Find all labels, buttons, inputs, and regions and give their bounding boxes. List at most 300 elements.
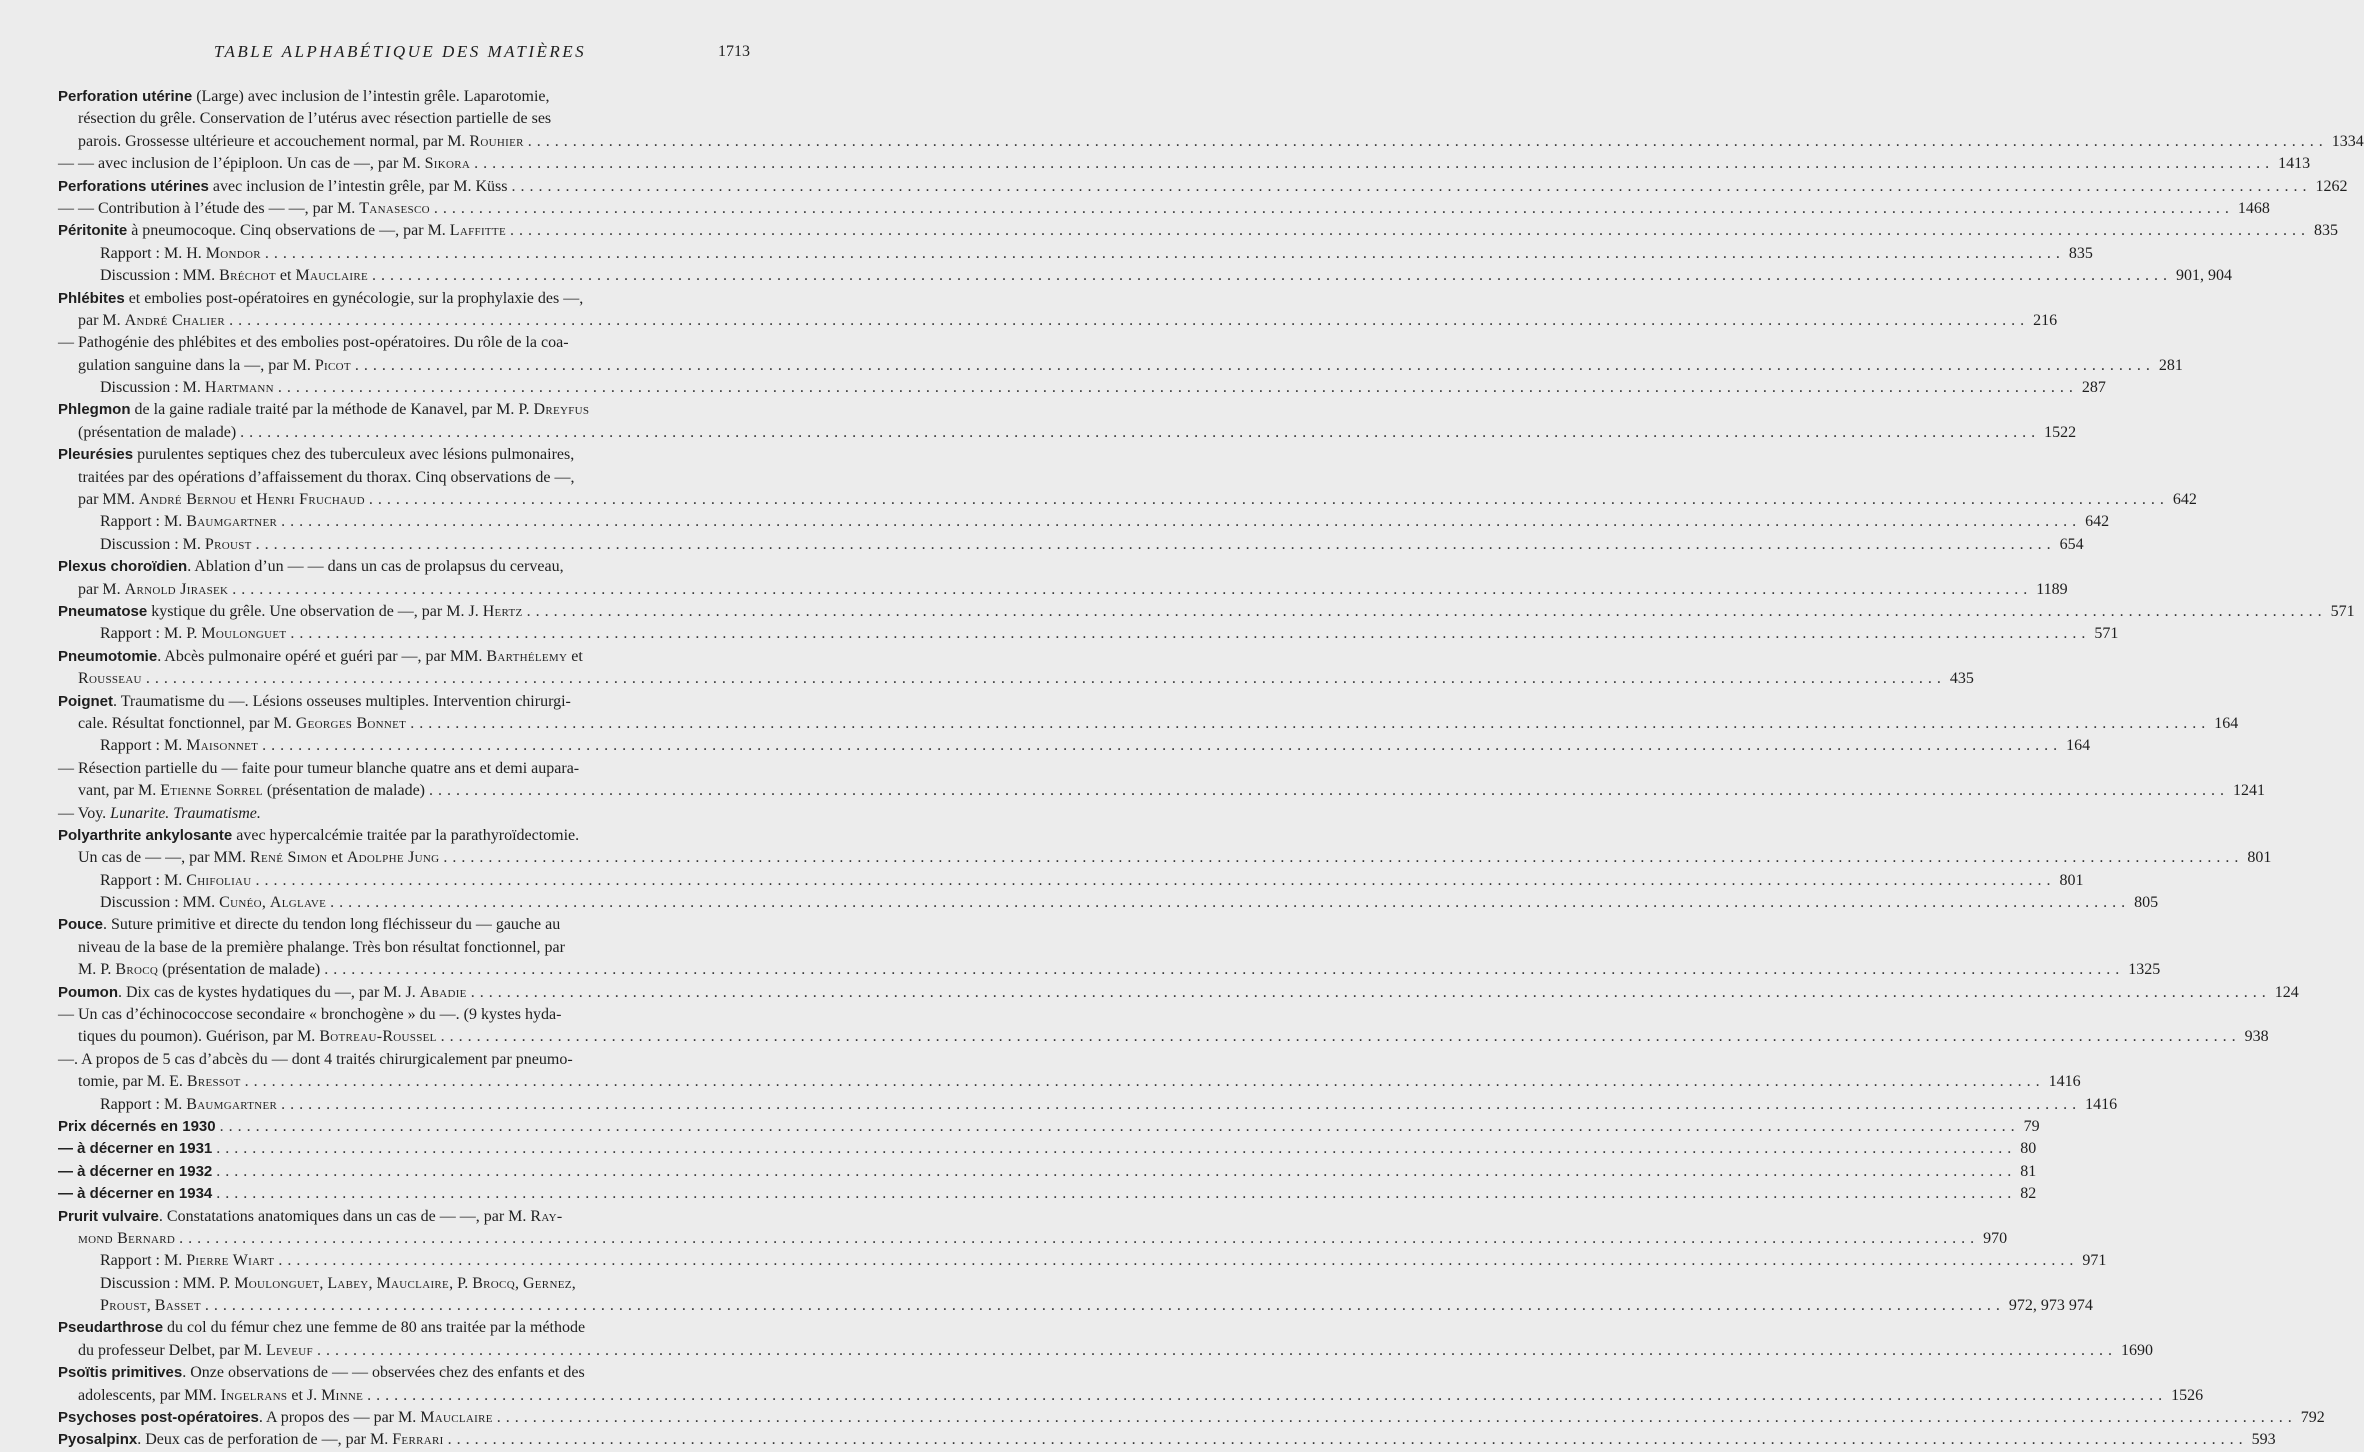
dot-leader: ........................................................................................................................................................................................................ bbox=[290, 625, 2091, 643]
entry-text bbox=[58, 1004, 561, 1026]
page-reference: 642 bbox=[2085, 513, 2110, 531]
entry-fragment: . A propos des — par M. bbox=[258, 1409, 421, 1427]
entry-fragment: niveau de la base de la première phalange. Très bon résultat fonctionnel, par bbox=[78, 938, 565, 956]
author-name: Chifoliau bbox=[186, 871, 252, 889]
entry-text bbox=[78, 422, 236, 444]
entry-fragment: Discussion : M. bbox=[100, 535, 205, 553]
entry-fragment: Rapport : M. bbox=[100, 513, 187, 531]
index-line bbox=[58, 892, 2159, 914]
entry-fragment: (présentation de malade) bbox=[262, 782, 425, 800]
index-line bbox=[58, 534, 2084, 556]
entry-text bbox=[100, 735, 258, 757]
dot-leader: ........................................................................................................................................................................................................ bbox=[470, 983, 2271, 1001]
page-reference: 972, 973 974 bbox=[2008, 1297, 2093, 1315]
author-name: Moulonguet bbox=[234, 1274, 320, 1292]
page-reference: 938 bbox=[2244, 1028, 2269, 1046]
entry-text bbox=[78, 937, 565, 959]
entry-heading: Péritonite bbox=[58, 222, 128, 240]
index-line bbox=[58, 758, 746, 780]
index-line bbox=[58, 825, 746, 847]
entry-text bbox=[58, 601, 523, 623]
entry-fragment: purulentes septiques chez des tuberculeux avec lésions pulmonaires, bbox=[133, 446, 575, 464]
entry-text bbox=[58, 825, 579, 847]
page-reference: 281 bbox=[2158, 356, 2183, 374]
entry-text bbox=[78, 959, 320, 981]
index-line bbox=[58, 1094, 2118, 1116]
dot-leader: ........................................................................................................................................................................................................ bbox=[219, 1117, 2020, 1135]
author-name: René Simon bbox=[249, 849, 328, 867]
entry-heading: Phlébites bbox=[58, 289, 125, 307]
page-reference: 81 bbox=[2020, 1162, 2037, 1180]
entry-text bbox=[100, 1295, 201, 1317]
index-line bbox=[58, 1273, 746, 1295]
index-line bbox=[58, 601, 2355, 623]
entry-heading: Prurit vulvaire bbox=[58, 1207, 159, 1225]
author-name: Maisonnet bbox=[186, 737, 259, 755]
author-name: Mondor bbox=[205, 244, 261, 262]
entry-fragment: . Dix cas de kystes hydatiques du —, par M. J. bbox=[118, 983, 420, 1001]
entry-fragment: , bbox=[261, 894, 270, 912]
entry-fragment: — Résection partielle du — faite pour tumeur blanche quatre ans et demi aupara- bbox=[58, 759, 580, 777]
author-name: Etienne Sorrel bbox=[160, 782, 263, 800]
entry-heading: — à décerner en 1934 bbox=[58, 1185, 213, 1203]
index-line bbox=[58, 1116, 2040, 1138]
page-reference: 835 bbox=[2068, 244, 2093, 262]
page-reference: 1416 bbox=[2085, 1095, 2118, 1113]
index-line bbox=[58, 377, 2106, 399]
page-reference: 1325 bbox=[2128, 961, 2161, 979]
dot-leader: ........................................................................................................................................................................................................ bbox=[433, 199, 2234, 217]
index-line bbox=[58, 265, 2232, 287]
entry-fragment: Discussion : MM. bbox=[100, 894, 220, 912]
entry-fragment: (présentation de malade) bbox=[78, 423, 237, 441]
dot-leader: ........................................................................................................................................................................................................ bbox=[527, 132, 2328, 150]
dot-leader: ........................................................................................................................................................................................................ bbox=[509, 222, 2310, 240]
author-name: Mauclaire bbox=[376, 1274, 450, 1292]
entry-text bbox=[78, 579, 228, 601]
dot-leader: ........................................................................................................................................................................................................ bbox=[511, 177, 2312, 195]
entry-text bbox=[100, 870, 252, 892]
entry-fragment: , bbox=[571, 1274, 576, 1292]
entry-heading: Perforations utérines bbox=[58, 177, 209, 195]
page-reference: 835 bbox=[2313, 222, 2338, 240]
index-line bbox=[58, 735, 2091, 757]
index-line bbox=[58, 1004, 746, 1026]
author-name: Ingelrans bbox=[220, 1386, 288, 1404]
page-reference: 571 bbox=[2330, 602, 2355, 620]
page-reference: 1690 bbox=[2120, 1341, 2153, 1359]
dot-leader: ........................................................................................................................................................................................................ bbox=[316, 1341, 2117, 1359]
index-line bbox=[58, 310, 2058, 332]
entry-fragment: cale. Résultat fonctionnel, par M. bbox=[78, 714, 296, 732]
entry-heading: Pneumotomie bbox=[58, 647, 158, 665]
entry-text bbox=[78, 713, 406, 735]
header-page-number: 1713 bbox=[718, 43, 750, 60]
entry-heading: Pleurésies bbox=[58, 446, 134, 464]
page-reference: 1241 bbox=[2233, 782, 2265, 800]
entry-text bbox=[78, 780, 425, 802]
index-line bbox=[58, 982, 2299, 1004]
entry-fragment: et embolies post-opératoires en gynécologie, sur la prophylaxie des —, bbox=[124, 289, 584, 307]
entry-fragment: . Suture primitive et directe du tendon long fléchisseur du — gauche au bbox=[103, 916, 561, 934]
entry-fragment: et bbox=[567, 647, 583, 665]
entry-fragment: — Pathogénie des phlébites et des embolies post-opératoires. Du rôle de la coa- bbox=[58, 334, 569, 352]
entry-text bbox=[58, 982, 467, 1004]
page-reference: 164 bbox=[2066, 737, 2091, 755]
page-reference: 1522 bbox=[2044, 423, 2077, 441]
header-title: TABLE ALPHABÉTIQUE DES MATIÈRES bbox=[213, 42, 587, 61]
index-line bbox=[58, 1362, 746, 1384]
entry-text bbox=[100, 511, 277, 533]
author-name: Brocq bbox=[115, 961, 159, 979]
page-reference: 287 bbox=[2081, 379, 2106, 397]
index-line bbox=[58, 1049, 746, 1071]
dot-leader: ........................................................................................................................................................................................................ bbox=[262, 737, 2063, 755]
entry-text bbox=[58, 646, 583, 668]
entry-fragment: Discussion : MM. bbox=[100, 267, 220, 285]
entry-text bbox=[100, 265, 368, 287]
author-name: Dreyfus bbox=[533, 401, 590, 419]
entry-fragment: de la gaine radiale traité par la méthode de Kanavel, par M. P. bbox=[130, 401, 534, 419]
entry-fragment: gulation sanguine dans la —, par M. bbox=[78, 356, 315, 374]
entry-heading: Psychoses post-opératoires bbox=[58, 1409, 259, 1427]
dot-leader: ........................................................................................................................................................................................................ bbox=[372, 267, 2172, 285]
entry-fragment: Rapport : M. P. bbox=[100, 625, 202, 643]
page-reference: 571 bbox=[2094, 625, 2119, 643]
entry-fragment: Rapport : M. H. bbox=[100, 244, 206, 262]
entry-fragment: et J. bbox=[287, 1386, 322, 1404]
index-line bbox=[58, 937, 746, 959]
entry-text bbox=[58, 198, 430, 220]
entry-text bbox=[58, 1138, 212, 1160]
entry-heading: Perforation utérine bbox=[58, 88, 193, 105]
page-reference: 901, 904 bbox=[2176, 267, 2232, 285]
entry-text bbox=[58, 176, 507, 198]
author-name: Rousseau bbox=[78, 670, 142, 688]
entry-text bbox=[78, 1071, 241, 1093]
index-line bbox=[58, 1250, 2107, 1272]
page-reference: 1468 bbox=[2237, 199, 2270, 217]
page-reference: 801 bbox=[2059, 871, 2084, 889]
index-line bbox=[58, 243, 2093, 265]
index-entries bbox=[58, 86, 2364, 1452]
dot-leader: ........................................................................................................................................................................................................ bbox=[232, 580, 2033, 598]
entry-fragment: et bbox=[275, 267, 296, 285]
entry-fragment: avec inclusion de l’intestin grêle, par M. Küss bbox=[208, 177, 508, 195]
entry-fragment: Rapport : M. bbox=[100, 1252, 187, 1270]
entry-text bbox=[58, 1407, 493, 1429]
entry-text bbox=[58, 220, 506, 242]
index-line bbox=[58, 131, 2364, 153]
entry-fragment: Rapport : M. bbox=[100, 1095, 187, 1113]
dot-leader: ........................................................................................................................................................................................................ bbox=[216, 1162, 2017, 1180]
page-reference: 971 bbox=[2082, 1252, 2107, 1270]
entry-text bbox=[58, 758, 579, 780]
entry-text bbox=[100, 1094, 277, 1116]
page-reference: 1413 bbox=[2278, 155, 2311, 173]
entry-fragment: , P. bbox=[449, 1274, 473, 1292]
entry-text bbox=[78, 847, 439, 869]
page-reference: 1416 bbox=[2048, 1073, 2081, 1091]
author-name: Henri Fruchaud bbox=[256, 491, 365, 509]
entry-text bbox=[100, 534, 252, 556]
entry-fragment: — — avec inclusion de l’épiploon. Un cas de —, par M. bbox=[58, 155, 425, 173]
entry-fragment: parois. Grossesse ultérieure et accouchement normal, par M. bbox=[78, 132, 470, 150]
index-line bbox=[58, 1407, 2325, 1429]
dot-leader: ........................................................................................................................................................................................................ bbox=[367, 1386, 2168, 1404]
dot-leader: ........................................................................................................................................................................................................ bbox=[443, 849, 2244, 867]
index-line bbox=[58, 959, 2161, 981]
index-line bbox=[58, 870, 2084, 892]
author-name: Hertz bbox=[482, 602, 523, 620]
dot-leader: ........................................................................................................................................................................................................ bbox=[216, 1185, 2017, 1203]
entry-fragment: du professeur Delbet, par M. bbox=[78, 1341, 266, 1359]
author-name: Moulonguet bbox=[201, 625, 287, 643]
entry-fragment: . Abcès pulmonaire opéré et guéri par —, par MM. bbox=[157, 647, 487, 665]
entry-heading: Psoïtis primitives bbox=[58, 1364, 183, 1382]
page-reference: 1334 bbox=[2331, 132, 2364, 150]
dot-leader: ........................................................................................................................................................................................................ bbox=[255, 871, 2056, 889]
index-line bbox=[58, 489, 2197, 511]
dot-leader: ........................................................................................................................................................................................................ bbox=[368, 491, 2169, 509]
entry-fragment: par M. bbox=[78, 580, 125, 598]
dot-leader: ........................................................................................................................................................................................................ bbox=[447, 1431, 2248, 1449]
entry-heading: Pneumatose bbox=[58, 602, 148, 620]
entry-fragment: —. A propos de 5 cas d’abcès du — dont 4 traités chirurgicalement par pneumo- bbox=[58, 1050, 573, 1068]
entry-fragment: . Onze observations de — — observées chez des enfants et des bbox=[182, 1364, 585, 1382]
author-name: Picot bbox=[314, 356, 351, 374]
dot-leader: ........................................................................................................................................................................................................ bbox=[264, 244, 2065, 262]
dot-leader: ........................................................................................................................................................................................................ bbox=[440, 1028, 2241, 1046]
index-line bbox=[58, 422, 2077, 444]
page-reference: 593 bbox=[2251, 1431, 2276, 1449]
page-reference: 792 bbox=[2300, 1409, 2325, 1427]
entry-text bbox=[58, 1049, 573, 1071]
author-name: André Bernou bbox=[138, 491, 237, 509]
entry-fragment: Rapport : M. bbox=[100, 871, 187, 889]
author-name: Mauclaire bbox=[295, 267, 368, 285]
entry-fragment: par M. bbox=[78, 311, 125, 329]
author-name: Georges Bonnet bbox=[295, 714, 407, 732]
index-line bbox=[58, 198, 2270, 220]
entry-heading: Pouce bbox=[58, 916, 104, 934]
entry-fragment: Un cas de — —, par MM. bbox=[78, 849, 250, 867]
entry-heading: Plexus choroïdien bbox=[58, 558, 188, 576]
author-name: Baumgartner bbox=[186, 1095, 278, 1113]
entry-text bbox=[58, 1317, 585, 1339]
dot-leader: ........................................................................................................................................................................................................ bbox=[278, 1252, 2079, 1270]
entry-fragment: et bbox=[327, 849, 347, 867]
author-name: Cunéo bbox=[219, 894, 262, 912]
page-reference: 80 bbox=[2020, 1140, 2037, 1158]
entry-text bbox=[78, 467, 574, 489]
dot-leader: ........................................................................................................................................................................................................ bbox=[277, 379, 2078, 397]
entry-text bbox=[100, 892, 326, 914]
index-line bbox=[58, 1183, 2037, 1205]
dot-leader: ........................................................................................................................................................................................................ bbox=[526, 602, 2327, 620]
author-name: Proust bbox=[100, 1297, 147, 1315]
index-line bbox=[58, 86, 746, 108]
entry-text bbox=[100, 1273, 576, 1295]
dot-leader: ........................................................................................................................................................................................................ bbox=[496, 1409, 2297, 1427]
author-name: Adolphe Jung bbox=[346, 849, 440, 867]
page-reference: 970 bbox=[1983, 1229, 2008, 1247]
index-line bbox=[58, 355, 2183, 377]
index-line bbox=[58, 691, 746, 713]
page-reference: 1262 bbox=[2315, 177, 2348, 195]
running-header bbox=[0, 38, 800, 68]
page-reference: 642 bbox=[2172, 491, 2197, 509]
dot-leader: ........................................................................................................................................................................................................ bbox=[255, 535, 2056, 553]
author-name: Ray- bbox=[530, 1207, 563, 1225]
entry-fragment: avec hypercalcémie traitée par la parathyroïdectomie. bbox=[232, 826, 580, 844]
index-line bbox=[58, 1317, 746, 1339]
entry-fragment: , bbox=[368, 1274, 377, 1292]
index-line bbox=[58, 220, 2338, 242]
dot-leader: ........................................................................................................................................................................................................ bbox=[244, 1073, 2045, 1091]
index-line bbox=[58, 646, 746, 668]
page-reference: 801 bbox=[2247, 849, 2272, 867]
dot-leader: ........................................................................................................................................................................................................ bbox=[330, 894, 2131, 912]
entry-text bbox=[78, 489, 365, 511]
entry-heading: — à décerner en 1931 bbox=[58, 1140, 213, 1158]
author-name: Ferrari bbox=[392, 1431, 444, 1449]
index-line bbox=[58, 668, 1974, 690]
page-reference: 79 bbox=[2023, 1117, 2040, 1135]
author-name: Gernez bbox=[522, 1274, 572, 1292]
entry-fragment: du col du fémur chez une femme de 80 ans traitée par la méthode bbox=[163, 1319, 586, 1337]
author-name: Sikora bbox=[424, 155, 471, 173]
author-name: Basset bbox=[154, 1297, 201, 1315]
page-reference: 435 bbox=[1949, 670, 1974, 688]
entry-text bbox=[100, 1250, 274, 1272]
author-name: Abadie bbox=[419, 983, 467, 1001]
entry-fragment: . Ablation d’un — — dans un cas de prolapsus du cerveau, bbox=[187, 558, 564, 576]
index-line bbox=[58, 1340, 2153, 1362]
author-name: Pierre Wiart bbox=[186, 1252, 275, 1270]
entry-fragment: kystique du grêle. Une observation de —, par M. J. bbox=[147, 602, 483, 620]
entry-text bbox=[78, 310, 225, 332]
entry-fragment: tomie, par M. E. bbox=[78, 1073, 187, 1091]
index-line bbox=[58, 623, 2119, 645]
entry-fragment: à pneumocoque. Cinq observations de —, par M. bbox=[127, 222, 450, 240]
entry-text bbox=[58, 399, 589, 421]
index-line bbox=[58, 1385, 2204, 1407]
index-line bbox=[58, 288, 746, 310]
author-name: Leveuf bbox=[265, 1341, 313, 1359]
index-line bbox=[58, 1295, 2093, 1317]
dot-leader: ........................................................................................................................................................................................................ bbox=[281, 513, 2082, 531]
index-line bbox=[58, 579, 2068, 601]
author-name: Bréchot bbox=[219, 267, 276, 285]
author-name: Minne bbox=[321, 1386, 364, 1404]
index-line bbox=[58, 444, 746, 466]
entry-fragment: , bbox=[146, 1297, 155, 1315]
entry-text bbox=[58, 914, 560, 936]
entry-text bbox=[78, 1228, 175, 1250]
dot-leader: ........................................................................................................................................................................................................ bbox=[410, 714, 2211, 732]
entry-fragment: Lunarite. Traumatisme. bbox=[110, 804, 261, 822]
entry-fragment: et bbox=[236, 491, 257, 509]
author-name: Botreau-Roussel bbox=[319, 1028, 437, 1046]
author-name: Hartmann bbox=[204, 379, 274, 397]
author-name: mond Bernard bbox=[78, 1229, 176, 1247]
index-line bbox=[58, 1071, 2081, 1093]
entry-fragment: traitées par des opérations d’affaissement du thorax. Cinq observations de —, bbox=[78, 468, 575, 486]
entry-fragment: . Constatations anatomiques dans un cas de — —, par M. bbox=[158, 1207, 531, 1225]
entry-fragment: . Traumatisme du —. Lésions osseuses multiples. Intervention chirurgi- bbox=[113, 692, 571, 710]
author-name: Proust bbox=[204, 535, 252, 553]
entry-text bbox=[58, 1362, 585, 1384]
dot-leader: ........................................................................................................................................................................................................ bbox=[474, 155, 2275, 173]
dot-leader: ........................................................................................................................................................................................................ bbox=[240, 423, 2041, 441]
entry-heading: Phlegmon bbox=[58, 401, 131, 419]
entry-text bbox=[58, 1116, 216, 1138]
index-line bbox=[58, 1161, 2037, 1183]
entry-text bbox=[78, 355, 351, 377]
entry-fragment: , bbox=[514, 1274, 523, 1292]
dot-leader: ........................................................................................................................................................................................................ bbox=[145, 670, 1946, 688]
entry-text bbox=[78, 1385, 363, 1407]
index-line bbox=[58, 511, 2110, 533]
entry-fragment: résection du grêle. Conservation de l’utérus avec résection partielle de ses bbox=[78, 110, 552, 128]
page-reference: 124 bbox=[2274, 983, 2299, 1001]
entry-fragment: Rapport : M. bbox=[100, 737, 187, 755]
author-name: Barthélemy bbox=[486, 647, 568, 665]
index-line bbox=[58, 1429, 2276, 1451]
index-line bbox=[58, 914, 746, 936]
author-name: André Chalier bbox=[124, 311, 226, 329]
entry-text bbox=[58, 1429, 444, 1451]
entry-heading: Poignet bbox=[58, 692, 113, 710]
author-name: Brocq bbox=[472, 1274, 515, 1292]
entry-text bbox=[100, 623, 286, 645]
author-name: Alglave bbox=[269, 894, 327, 912]
entry-text bbox=[58, 803, 261, 825]
entry-fragment: (Large) avec inclusion de l’intestin grêle. Laparotomie, bbox=[192, 88, 550, 105]
entry-text bbox=[58, 1183, 212, 1205]
entry-text bbox=[78, 108, 551, 130]
entry-text bbox=[58, 332, 569, 354]
entry-fragment: — Voy. bbox=[58, 804, 111, 822]
entry-text bbox=[100, 377, 274, 399]
dot-leader: ........................................................................................................................................................................................................ bbox=[281, 1095, 2082, 1113]
dot-leader: ........................................................................................................................................................................................................ bbox=[324, 961, 2125, 979]
entry-text bbox=[100, 243, 261, 265]
author-name: Baumgartner bbox=[186, 513, 278, 531]
entry-text bbox=[58, 86, 550, 108]
author-name: Rouhier bbox=[469, 132, 524, 150]
entry-text bbox=[78, 1026, 437, 1048]
index-line bbox=[58, 1228, 2008, 1250]
entry-text bbox=[58, 691, 571, 713]
dot-leader: ........................................................................................................................................................................................................ bbox=[204, 1297, 2005, 1315]
index-line bbox=[58, 803, 746, 825]
entry-heading: Polyarthrite ankylosante bbox=[58, 826, 233, 844]
entry-fragment: vant, par M. bbox=[78, 782, 161, 800]
page-reference: 1526 bbox=[2171, 1386, 2204, 1404]
index-line bbox=[58, 1026, 2269, 1048]
page-reference: 216 bbox=[2033, 311, 2058, 329]
dot-leader: ........................................................................................................................................................................................................ bbox=[354, 356, 2155, 374]
entry-fragment: , bbox=[319, 1274, 328, 1292]
entry-text bbox=[78, 1340, 313, 1362]
entry-text bbox=[58, 1161, 212, 1183]
author-name: Labey bbox=[327, 1274, 369, 1292]
page-reference: 82 bbox=[2020, 1185, 2037, 1203]
entry-fragment: — — Contribution à l’étude des — —, par M. bbox=[58, 199, 360, 217]
index-line bbox=[58, 332, 746, 354]
